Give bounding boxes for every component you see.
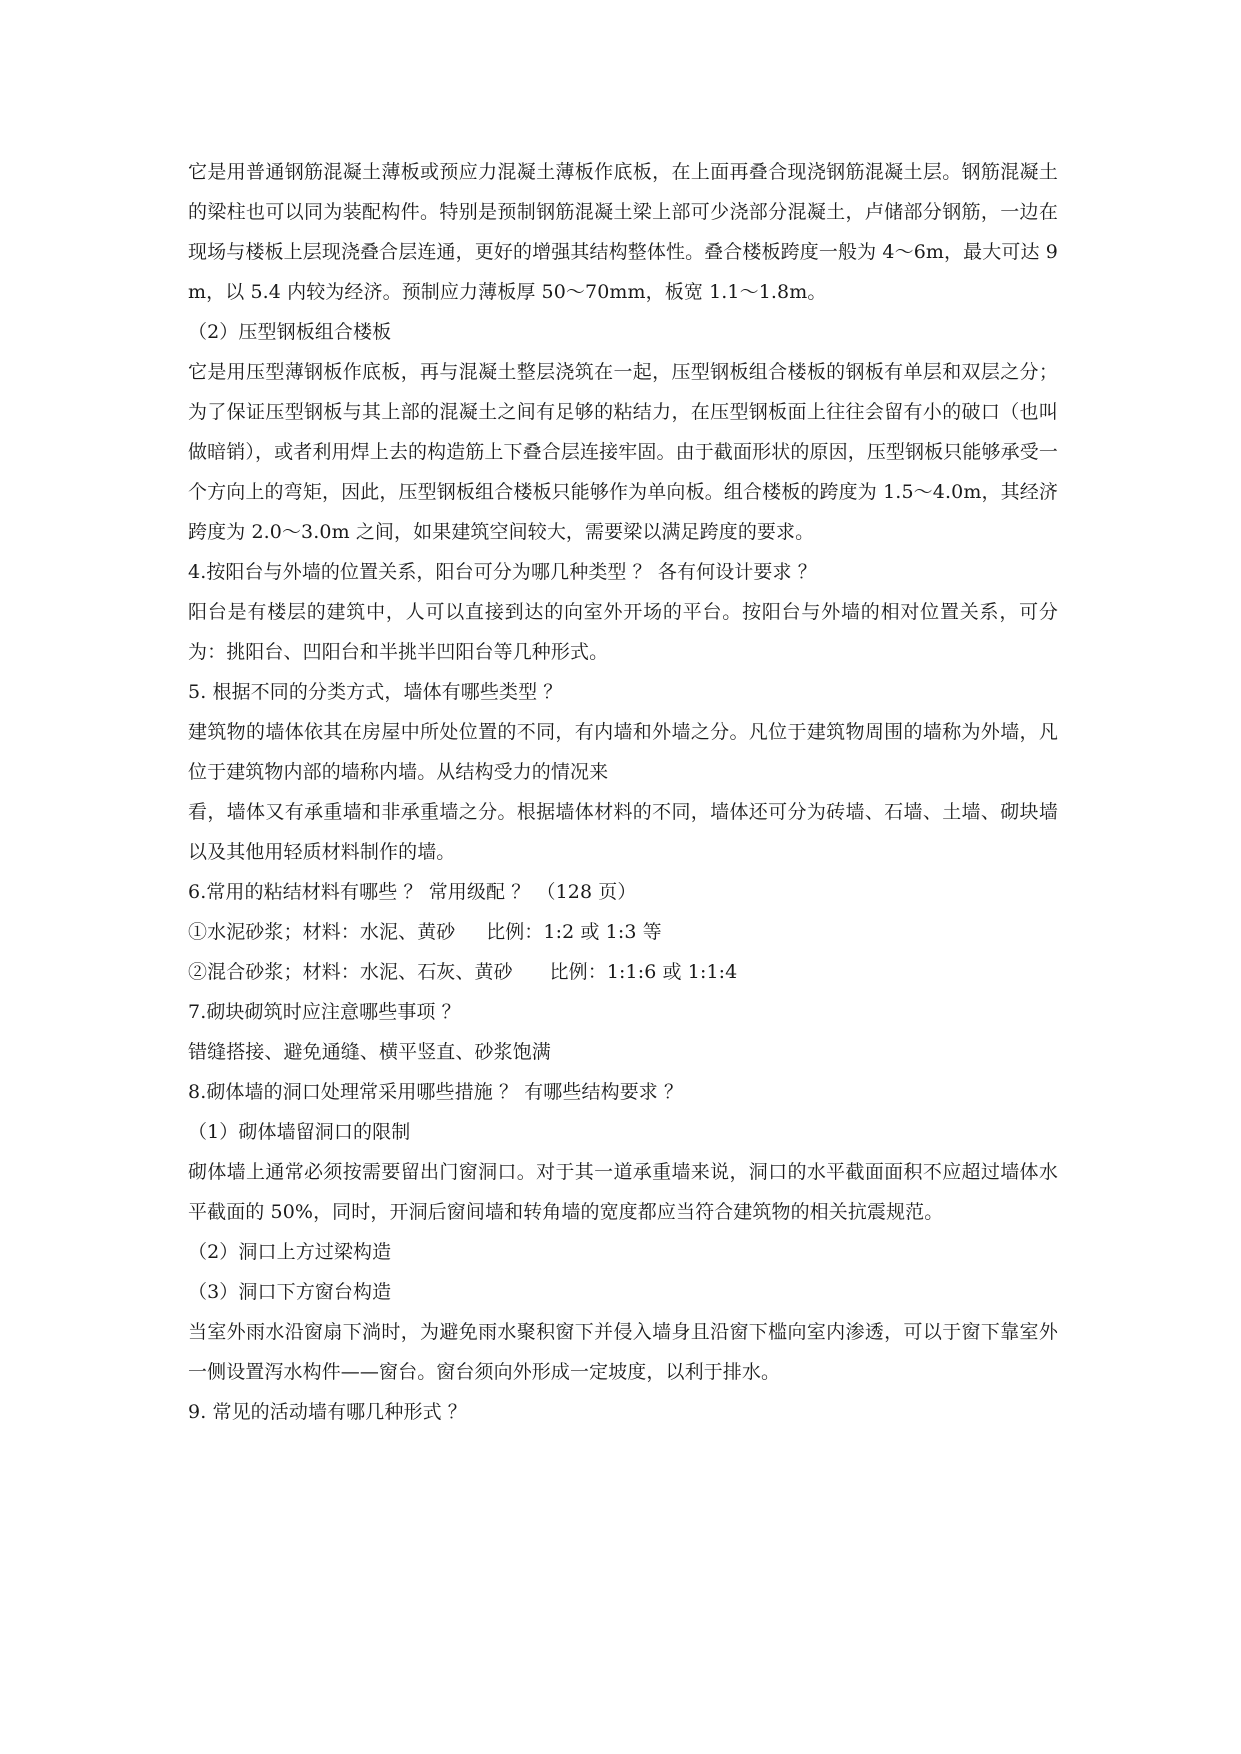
paragraph-opening-limits: 砌体墙上通常必须按需要留出门窗洞口。对于其一道承重墙来说，洞口的水平截面面积不应超过墙体水平截面的 50%，同时，开洞后窗间墙和转角墙的宽度都应当符合建筑物的相关抗震规范。 bbox=[188, 1161, 1058, 1223]
subheading-opening-limits: （1）砌体墙留洞口的限制 bbox=[188, 1121, 411, 1143]
question-8-heading: 8.砌体墙的洞口处理常采用哪些措施 ？ 有哪些结构要求 ？ bbox=[188, 1081, 684, 1103]
question-4-heading: 4.按阳台与外墙的位置关系，阳台可分为哪几种类型 ？ 各有何设计要求 ？ bbox=[188, 561, 817, 583]
subheading-profiled-steel-slab: （2）压型钢板组合楼板 bbox=[188, 321, 392, 343]
question-7-heading: 7.砌块砌筑时应注意哪些事项 ？ bbox=[188, 1001, 461, 1023]
paragraph-windowsill: 当室外雨水沿窗扇下淌时，为避免雨水聚积窗下并侵入墙身且沿窗下槛向室内渗透，可以于窗下靠室外一侧设置泻水构件——窗台。窗台须向外形成一定坡度，以利于排水。 bbox=[188, 1321, 1058, 1383]
paragraph-wall-types-part1: 建筑物的墙体依其在房屋中所处位置的不同，有内墙和外墙之分。凡位于建筑物周围的墙称为外墙，凡位于建筑物内部的墙称内墙。从结构受力的情况来 bbox=[188, 721, 1058, 783]
question-6-heading: 6.常用的粘结材料有哪些 ？ 常用级配 ？ （128 页） bbox=[188, 881, 637, 903]
question-5-heading: 5. 根据不同的分类方式，墙体有哪些类型 ？ bbox=[188, 681, 563, 703]
document-body bbox=[188, 152, 1058, 1432]
subheading-lintel: （2）洞口上方过梁构造 bbox=[188, 1241, 392, 1263]
paragraph-profiled-steel-slab: 它是用压型薄钢板作底板，再与混凝土整层浇筑在一起，压型钢板组合楼板的钢板有单层和双层之分；为了保证压型钢板与其上部的混凝土之间有足够的粘结力，在压型钢板面上往往会留有小的破口（也叫做暗销），或者利用焊上去的构造筋上下叠合层连接牢固。由于截面形状的原因，压型钢板只能够承受一个方向上的弯矩，因此，压型钢板组合楼板只能够作为单向板。组合楼板的跨度为 1.5～4.0m，其经济跨度为 2.0～3.0m 之间，如果建筑空间较大，需要梁以满足跨度的要求。 bbox=[188, 361, 1058, 543]
paragraph-masonry-notes: 错缝搭接、避免通缝、横平竖直、砂浆饱满 bbox=[188, 1041, 551, 1063]
paragraph-wall-types-part2: 看，墙体又有承重墙和非承重墙之分。根据墙体材料的不同，墙体还可分为砖墙、石墙、土墙、砌块墙以及其他用轻质材料制作的墙。 bbox=[188, 801, 1058, 863]
paragraph-composite-slab: 它是用普通钢筋混凝土薄板或预应力混凝土薄板作底板，在上面再叠合现浇钢筋混凝土层。钢筋混凝土的梁柱也可以同为装配构件。特别是预制钢筋混凝土梁上部可少浇部分混凝土，卢储部分钢筋，一边在现场与楼板上层现浇叠合层连通，更好的增强其结构整体性。叠合楼板跨度一般为 4～6m，最大可达 9m，以 5.4 内较为经济。预制应力薄板厚 50～70mm，板宽 1.1～1.8m。 bbox=[188, 161, 1058, 303]
question-9-heading: 9. 常见的活动墙有哪几种形式 ？ bbox=[188, 1401, 467, 1423]
subheading-windowsill: （3）洞口下方窗台构造 bbox=[188, 1281, 392, 1303]
paragraph-balcony-types: 阳台是有楼层的建筑中，人可以直接到达的向室外开场的平台。按阳台与外墙的相对位置关系，可分为：挑阳台、凹阳台和半挑半凹阳台等几种形式。 bbox=[188, 601, 1058, 663]
list-item-cement-mortar: ①水泥砂浆；材料：水泥、黄砂 比例：1:2 或 1:3 等 bbox=[188, 921, 662, 943]
list-item-mixed-mortar: ②混合砂浆；材料：水泥、石灰、黄砂 比例：1:1:6 或 1:1:4 bbox=[188, 961, 738, 983]
